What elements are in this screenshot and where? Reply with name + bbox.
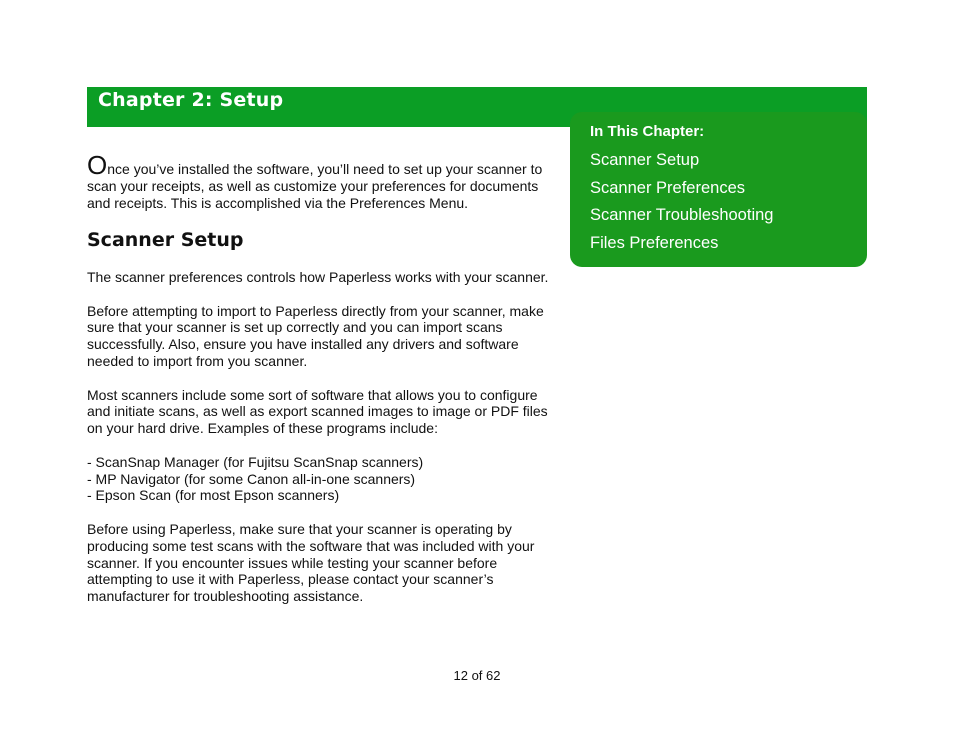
section-body <box>87 269 559 622</box>
in-this-chapter-box <box>570 112 867 267</box>
toc-item-scanner-setup[interactable]: Scanner Setup <box>590 151 700 169</box>
page-number: 12 of 62 <box>453 668 501 683</box>
intro-block <box>87 150 559 211</box>
scanner-software-list <box>87 454 559 504</box>
list-item: - Epson Scan (for most Epson scanners) <box>87 487 340 504</box>
chapter-title: Chapter 2: Setup <box>98 89 284 111</box>
intro-paragraph <box>87 150 559 211</box>
section-title: Scanner Setup <box>87 229 244 251</box>
toc-heading: In This Chapter: <box>590 123 705 140</box>
toc-item-files-preferences[interactable]: Files Preferences <box>590 234 719 253</box>
paragraph: Most scanners include some sort of software that allows you to configure and initiate scans, as well as export scanned images to image or PDF files on your hard drive. Examples of these programs include: <box>87 386 548 437</box>
paragraph: Before attempting to import to Paperless directly from your scanner, make sure that your scanner is set up correctly and you can import scans successfully. Also, ensure you have installed any drivers and software needed to import from you scanner. <box>87 302 544 369</box>
intro-dropcap: O <box>87 150 108 180</box>
list-item: - MP Navigator (for some Canon all-in-one scanners) <box>87 470 416 487</box>
toc-item-scanner-troubleshooting[interactable]: Scanner Troubleshooting <box>590 206 774 225</box>
toc-list <box>590 150 773 261</box>
list-item: - ScanSnap Manager (for Fujitsu ScanSnap scanners) <box>87 453 424 470</box>
toc-item-scanner-preferences[interactable]: Scanner Preferences <box>590 178 746 197</box>
closing-paragraph: Before using Paperless, make sure that your scanner is operating by producing some test scans with the software that was included with your scanner. If you encounter issues while testing your scanner before attempting to use it with Paperless, please contact your scanner’s manufacturer for troubleshooting assistance. <box>87 520 535 605</box>
paragraph: The scanner preferences controls how Paperless works with your scanner. <box>87 269 549 285</box>
intro-text: nce you’ve installed the software, you’ll need to set up your scanner to scan your receipts, as well as customize your preferences for documents and receipts. This is accomplished via the Preferences Menu. <box>87 161 543 211</box>
